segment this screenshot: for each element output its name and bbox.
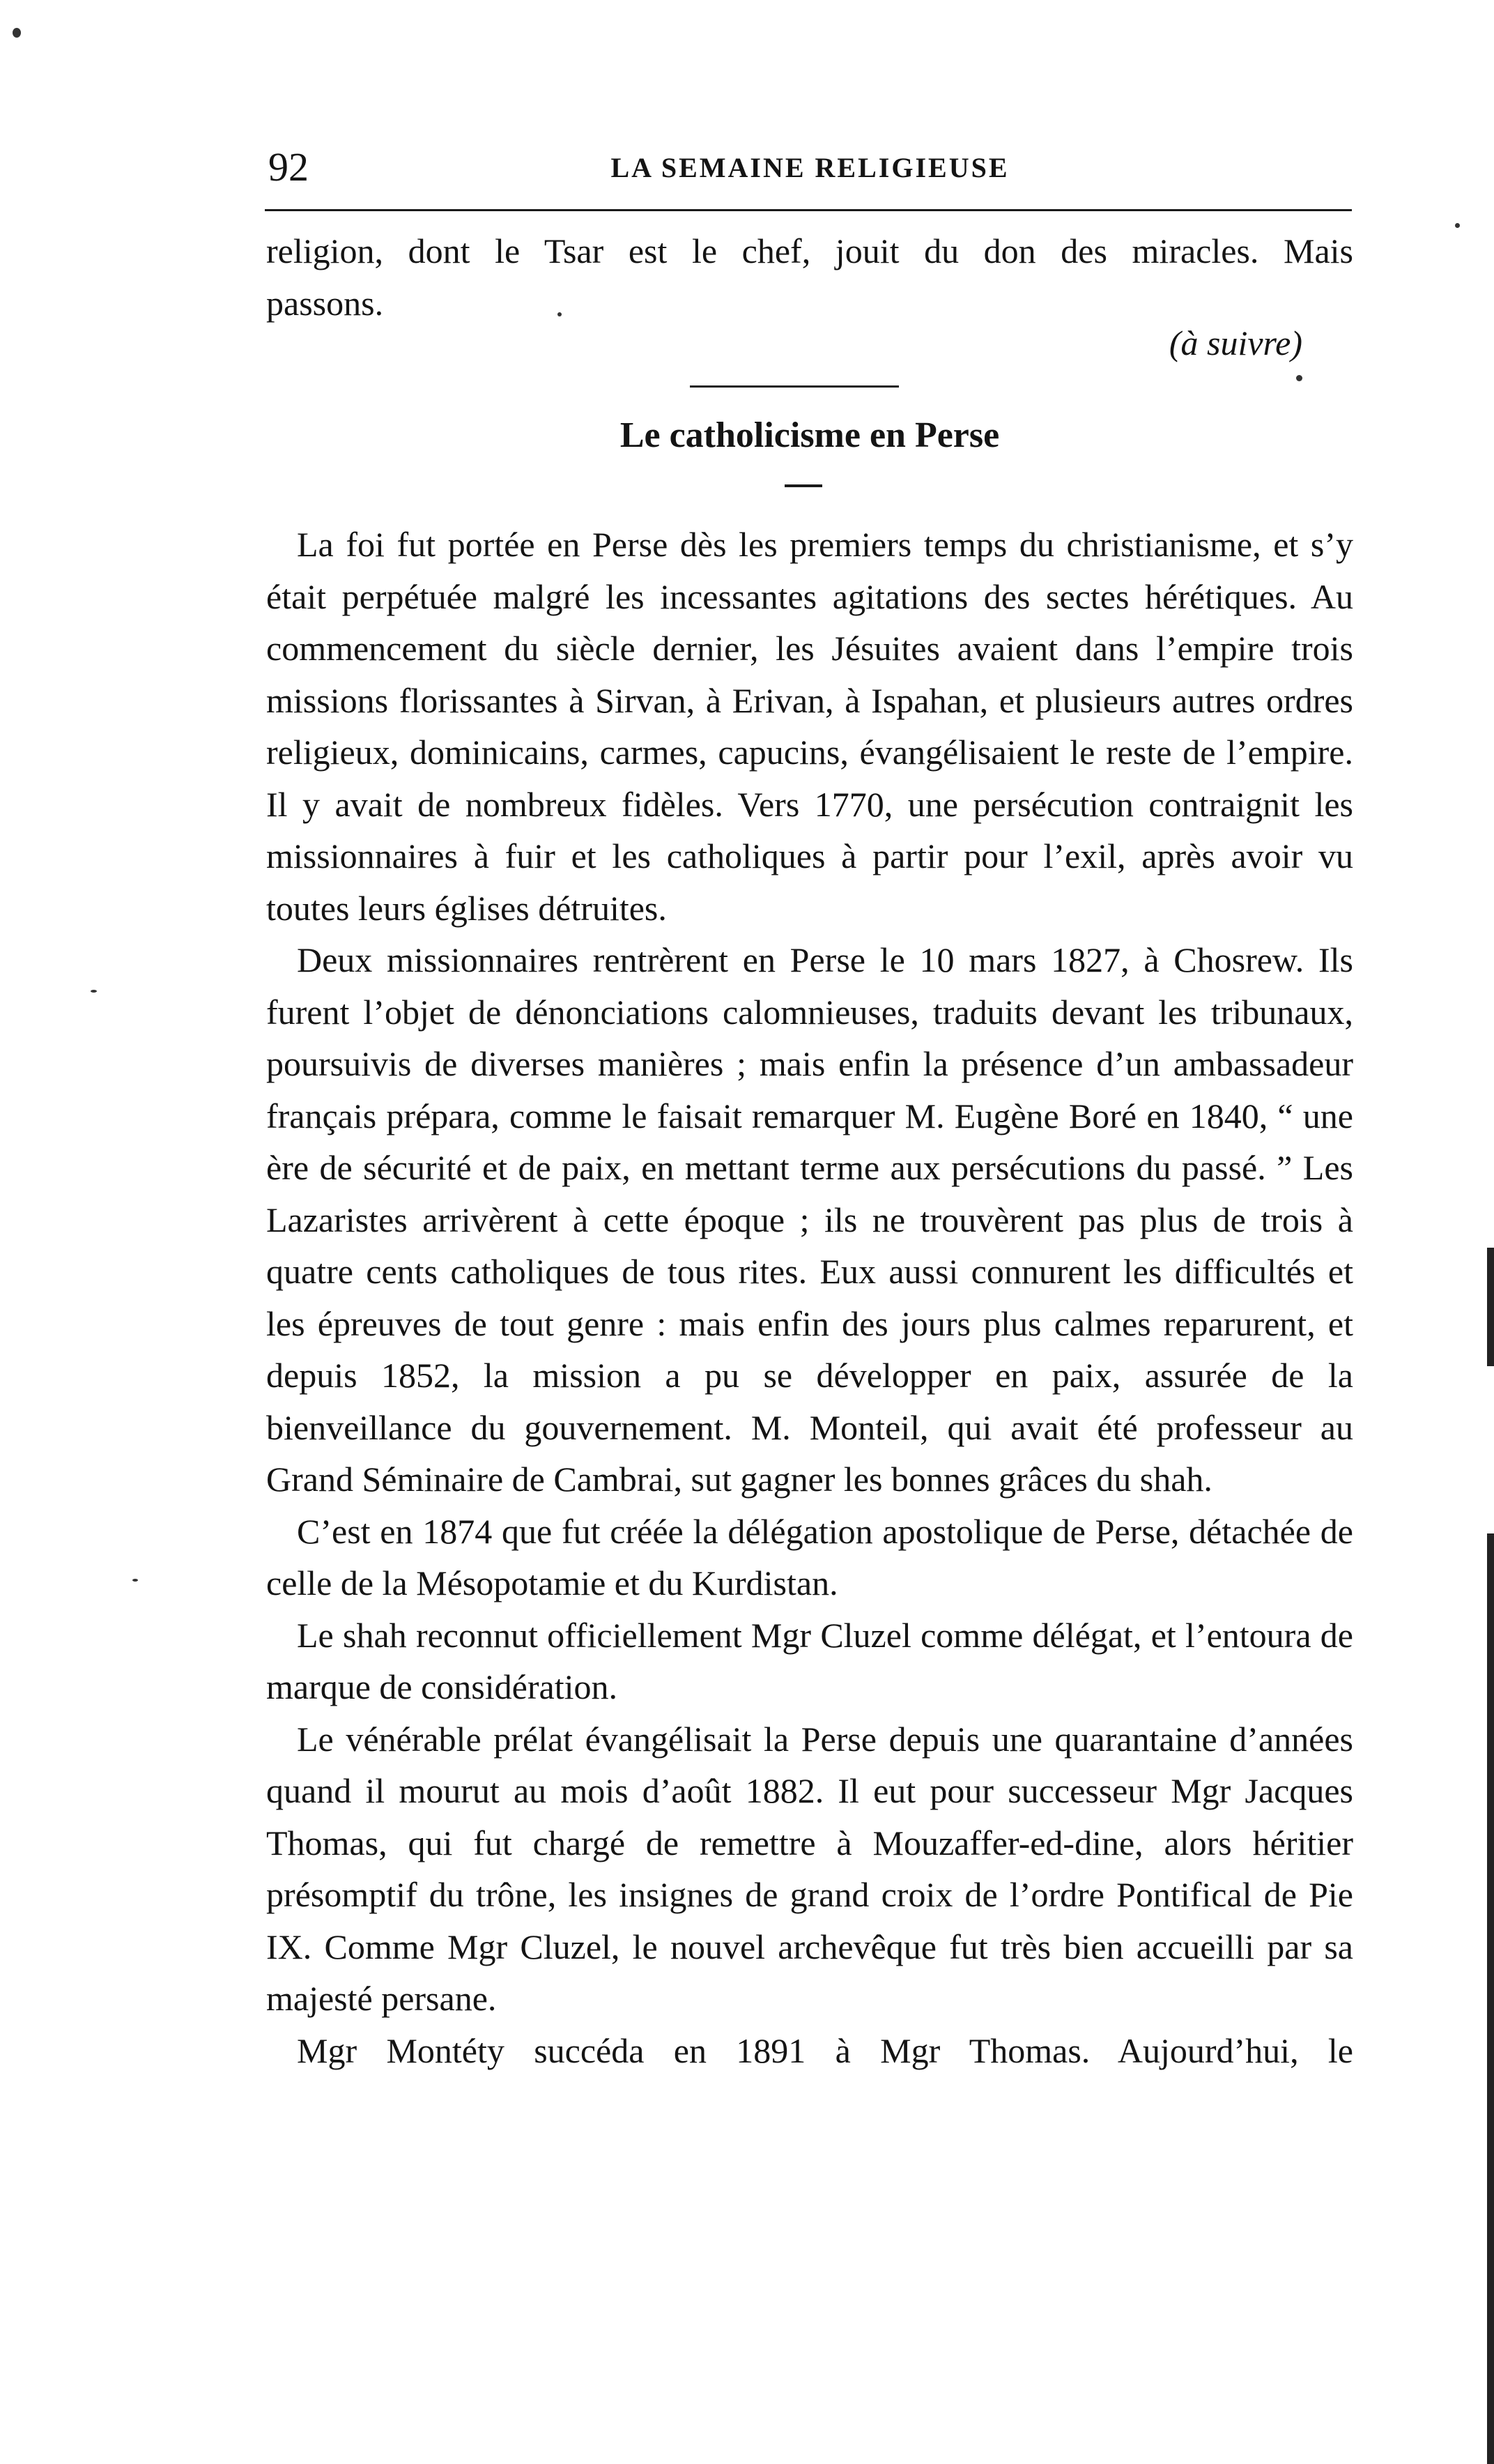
title-dash bbox=[785, 484, 822, 487]
previous-article-end bbox=[266, 225, 1353, 329]
article-paragraph: Le vénérable prélat évangélisait la Perse depuis une quarantaine d’années quand il mourut au mois d’août 1882. Il eut pour successeur Mgr Jacques Thomas, qui fut chargé de remettre à Mouzaffer-ed-dine, alors héritier présomptif du trône, les insignes de grand croix de l’ordre Pontifical de Pie IX. Comme Mgr Cluzel, le nouvel archevêque fut très bien accueilli par sa majesté persane. bbox=[266, 1719, 1353, 2018]
header-rule bbox=[265, 209, 1352, 211]
article-title: Le catholicisme en Perse bbox=[619, 415, 1000, 455]
article-paragraph: La foi fut portée en Perse dès les premiers temps du christianisme, et s’y était perpétuée malgré les incessantes agitations des sectes hérétiques. Au commencement du siècle dernier, les Jésuites avaient dans l’empire trois missions florissantes à Sirvan, à Erivan, à Ispahan, et plusieurs autres ordres religieux, dominicains, carmes, capucins, évangélisaient le reste de l’empire. Il y avait de nombreux fidèles. Vers 1770, une persécution contraignit les missionnaires à fuir et les catholiques à partir pour l’exil, après avoir vu toutes leurs églises détruites. bbox=[266, 525, 1353, 928]
article-body bbox=[266, 519, 1353, 2076]
article-paragraph: Mgr Montéty succéda en 1891 à Mgr Thomas. Aujourd’hui, le bbox=[297, 2030, 1353, 2070]
scan-speck bbox=[91, 990, 97, 993]
binding-edge bbox=[1487, 1248, 1494, 1366]
previous-article-line: religion, dont le Tsar est le chef, jouit du don des miracles. Mais bbox=[266, 231, 1353, 270]
article-paragraph: C’est en 1874 que fut créée la délégation apostolique de Perse, détachée de celle de la Mésopotamie et du Kurdistan. bbox=[266, 1511, 1353, 1602]
page-number: 92 bbox=[268, 144, 309, 190]
binding-edge bbox=[1487, 1533, 1494, 2464]
scan-speck bbox=[1296, 375, 1302, 381]
to-be-continued: (à suivre) bbox=[1169, 323, 1302, 362]
article-paragraph: Deux missionnaires rentrèrent en Perse le 10 mars 1827, à Chosrew. Ils furent l’objet de dénonciations calomnieuses, traduits devant les tribunaux, poursuivis de diverses manières ; mais enfin la présence d’un ambassadeur français prépara, comme le faisait remarquer M. Eugène Boré en 1840, “ une ère de sécurité et de paix, en mettant terme aux persécutions du passé. ” Les Lazaristes arrivèrent à cette époque ; ils ne trouvèrent pas plus de trois à quatre cents catholiques de tous rites. Eux aussi connurent les difficultés et les épreuves de tout genre : mais enfin des jours plus calmes reparurent, et depuis 1852, la mission a pu se développer en paix, assurée de la bienveillance du gouvernement. M. Monteil, qui avait été professeur au Grand Séminaire de Cambrai, sut gagner les bonnes grâces du shah. bbox=[266, 940, 1353, 1499]
section-separator-rule bbox=[690, 385, 899, 388]
scan-speck bbox=[13, 28, 21, 38]
journal-title: LA SEMAINE RELIGIEUSE bbox=[610, 152, 1010, 183]
scan-speck bbox=[1455, 223, 1460, 228]
scan-speck bbox=[132, 1579, 138, 1582]
article-paragraph: Le shah reconnut officiellement Mgr Cluzel comme délégat, et l’entoura de marque de considération. bbox=[266, 1615, 1353, 1706]
previous-article-line: passons. bbox=[266, 283, 384, 323]
running-head bbox=[268, 143, 1352, 192]
